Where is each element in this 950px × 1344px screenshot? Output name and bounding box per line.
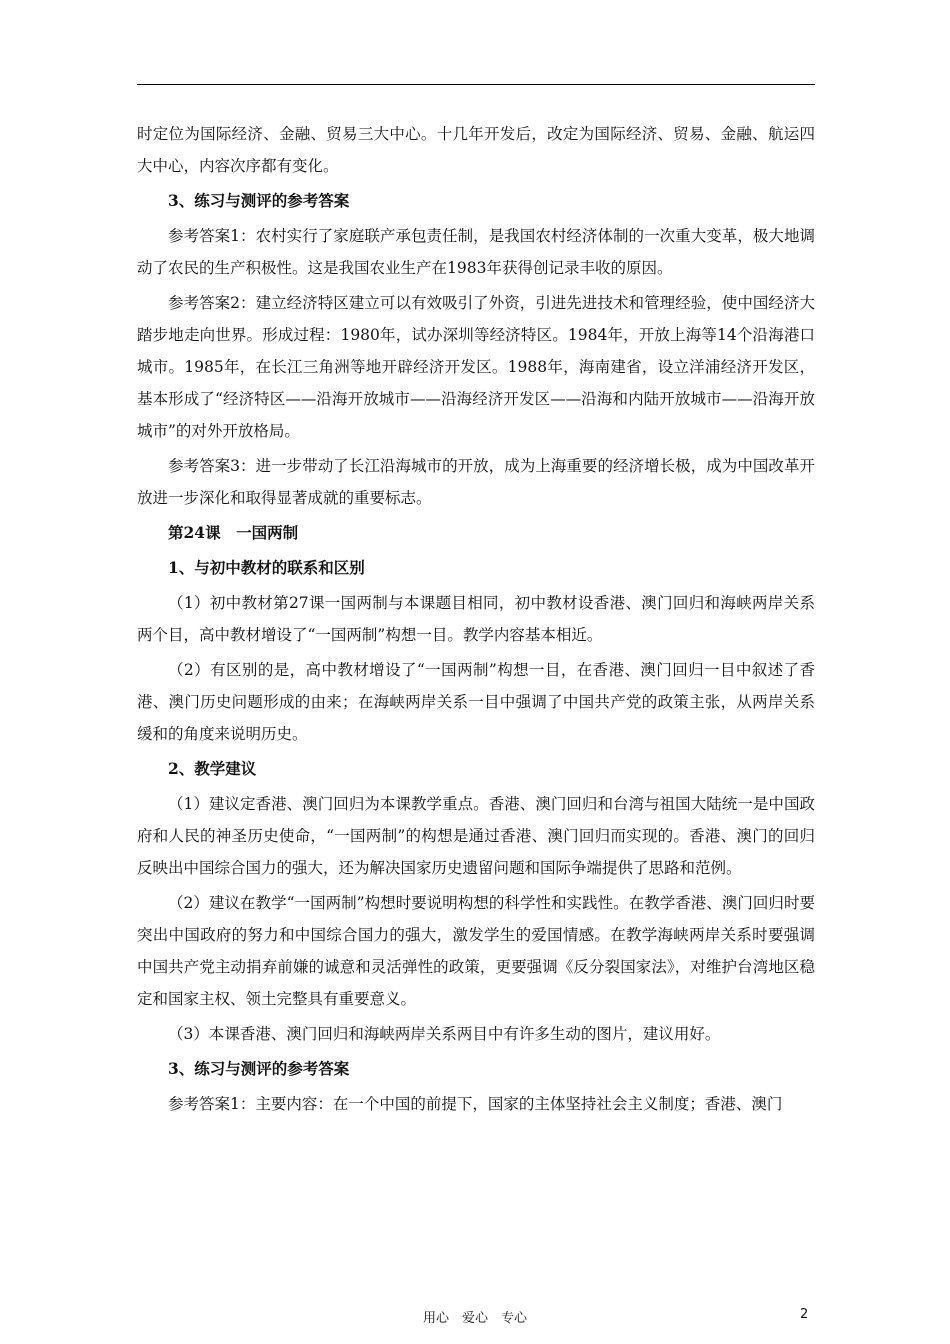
section-heading: 2、教学建议 bbox=[168, 759, 257, 778]
lesson-title: 第24课 一国两制 bbox=[168, 523, 299, 542]
paragraph: （2）有区别的是，高中教材增设了“一国两制”构想一目，在香港、澳门回归一目中叙述了香港、澳门历史问题形成的由来；在海峡两岸关系一目中强调了中国共产党的政策主张，从两岸关系缓和的角度来说明历史。 bbox=[137, 661, 815, 743]
paragraph: 参考答案1：主要内容：在一个中国的前提下，国家的主体坚持社会主义制度；香港、澳门 bbox=[168, 1095, 783, 1113]
header-rule bbox=[137, 84, 815, 85]
page-number: 2 bbox=[800, 1307, 809, 1322]
section-heading: 3、练习与测评的参考答案 bbox=[168, 1059, 350, 1078]
section-heading: 3、练习与测评的参考答案 bbox=[168, 191, 350, 210]
paragraph: （2）建议在教学“一国两制”构想时要说明构想的科学性和实践性。在教学香港、澳门回归时要突出中国政府的努力和中国综合国力的强大，激发学生的爱国情感。在教学海峡两岸关系时要强调中国共产党主动捐弃前嫌的诚意和灵活弹性的政策，更要强调《反分裂国家法》，对维护台湾地区稳定和国家主权、领土完整具有重要意义。 bbox=[137, 894, 815, 1008]
paragraph: （1）初中教材第27课一国两制与本课题目相同，初中教材设香港、澳门回归和海峡两岸关系两个目，高中教材增设了“一国两制”构想一目。教学内容基本相近。 bbox=[137, 594, 815, 644]
paragraph: 参考答案1：农村实行了家庭联产承包责任制，是我国农村经济体制的一次重大变革，极大地调动了农民的生产积极性。这是我国农业生产在1983年获得创记录丰收的原因。 bbox=[137, 227, 815, 277]
paragraph: （3）本课香港、澳门回归和海峡两岸关系两目中有许多生动的图片，建议用好。 bbox=[168, 1025, 721, 1043]
paragraph: 参考答案3：进一步带动了长江沿海城市的开放，成为上海重要的经济增长极，成为中国改革开放进一步深化和取得显著成就的重要标志。 bbox=[137, 457, 815, 507]
document-body bbox=[137, 118, 815, 1123]
paragraph: 时定位为国际经济、金融、贸易三大中心。十几年开发后，改定为国际经济、贸易、金融、航运四大中心，内容次序都有变化。 bbox=[137, 125, 815, 175]
section-heading: 1、与初中教材的联系和区别 bbox=[168, 558, 365, 577]
paragraph: 参考答案2：建立经济特区建立可以有效吸引了外资，引进先进技术和管理经验，使中国经济大踏步地走向世界。形成过程：1980年，试办深圳等经济特区。1984年，开放上海等14个沿海港口城市。1985年，在长江三角洲等地开辟经济开发区。1988年，海南建省，设立洋浦经济开发区，基本形成了“经济特区——沿海开放城市——沿海经济开发区——沿海和内陆开放城市——沿海开放城市”的对外开放格局。 bbox=[137, 294, 815, 440]
footer-text: 用心 爱心 专心 bbox=[422, 1311, 527, 1326]
paragraph: （1）建议定香港、澳门回归为本课教学重点。香港、澳门回归和台湾与祖国大陆统一是中国政府和人民的神圣历史使命，“一国两制”的构想是通过香港、澳门回归而实现的。香港、澳门的回归反映出中国综合国力的强大，还为解决国家历史遗留问题和国际争端提供了思路和范例。 bbox=[137, 795, 815, 877]
